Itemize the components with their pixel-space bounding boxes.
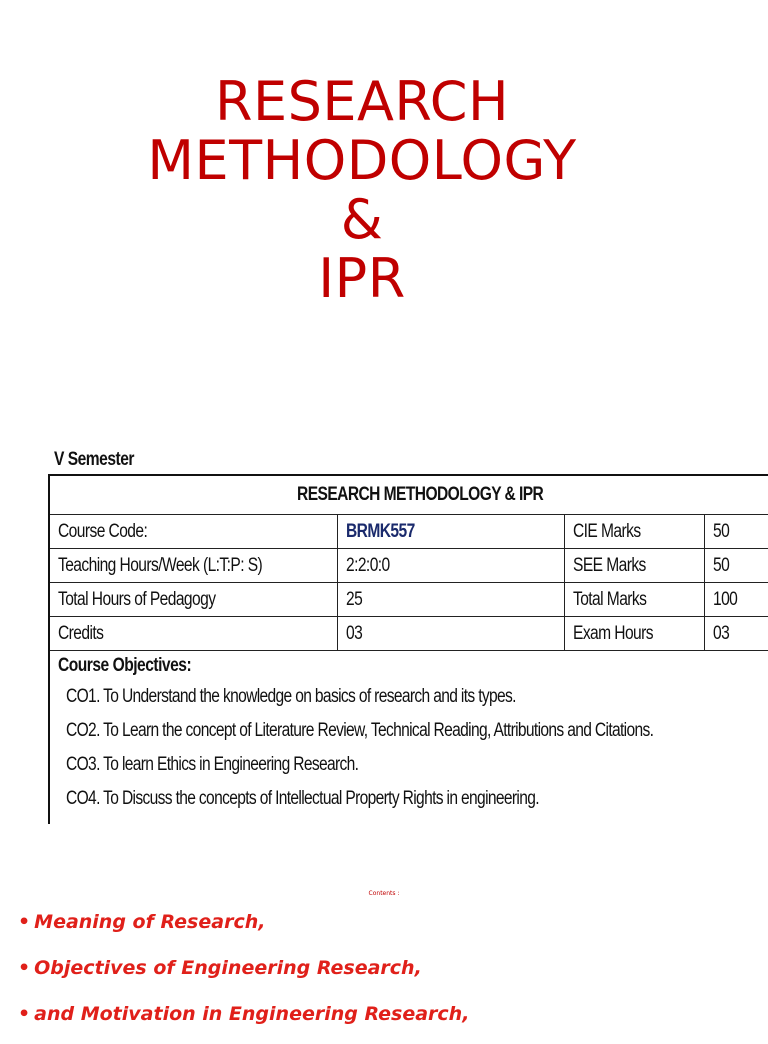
cell-value: 25 [337,583,564,617]
course-table [48,474,768,824]
cell-label: CIE Marks [564,515,705,549]
course-code-value: BRMK557 [337,515,564,549]
cell-value: 50 [705,515,768,549]
title-line: METHODOLOGY [147,129,577,192]
objectives-title: Course Objectives: [58,655,192,676]
cell-label: SEE Marks [564,549,705,583]
list-item: • Meaning of Research, [18,911,266,933]
cell-label: Teaching Hours/Week (L:T:P: S) [49,549,337,583]
table-row [49,617,768,651]
objective-item: CO1. To Understand the knowledge on basics of research and its types. [66,686,516,707]
cell-value: 100 [705,583,768,617]
contents-list [18,906,469,1044]
cell-value: 50 [705,549,768,583]
contents-heading: Contents : [368,890,400,897]
title-line: RESEARCH [214,70,510,133]
cell-value: 2:2:0:0 [337,549,564,583]
title-line: & [340,188,384,251]
table-row [49,515,768,549]
syllabus-image [48,446,738,824]
cell-label: Exam Hours [564,617,705,651]
objectives-cell [49,651,768,825]
cell-label: Course Code: [49,515,337,549]
objective-item: CO2. To Learn the concept of Literature Review, Technical Reading, Attributions and Citations. [66,720,654,741]
list-item: • and Motivation in Engineering Research, [18,1003,470,1025]
bullet-icon: • [18,1003,31,1025]
objective-item: CO3. To learn Ethics in Engineering Research. [66,754,359,775]
slide-title [0,72,724,308]
semester-label: V Semester [54,449,134,470]
objective-item: CO4. To Discuss the concepts of Intellectual Property Rights in engineering. [66,788,539,809]
cell-label: Total Hours of Pedagogy [49,583,337,617]
cell-label: Credits [49,617,337,651]
bullet-icon: • [18,957,31,979]
cell-label: Total Marks [564,583,705,617]
list-item: • Objectives of Engineering Research, [18,957,422,979]
course-heading: RESEARCH METHODOLOGY & IPR [49,475,768,515]
title-line: IPR [318,247,406,310]
cell-value: 03 [337,617,564,651]
table-row [49,549,768,583]
objectives-row [49,651,768,825]
bullet-icon: • [18,911,31,933]
table-heading-row [49,475,768,515]
table-row [49,583,768,617]
cell-value: 03 [705,617,768,651]
